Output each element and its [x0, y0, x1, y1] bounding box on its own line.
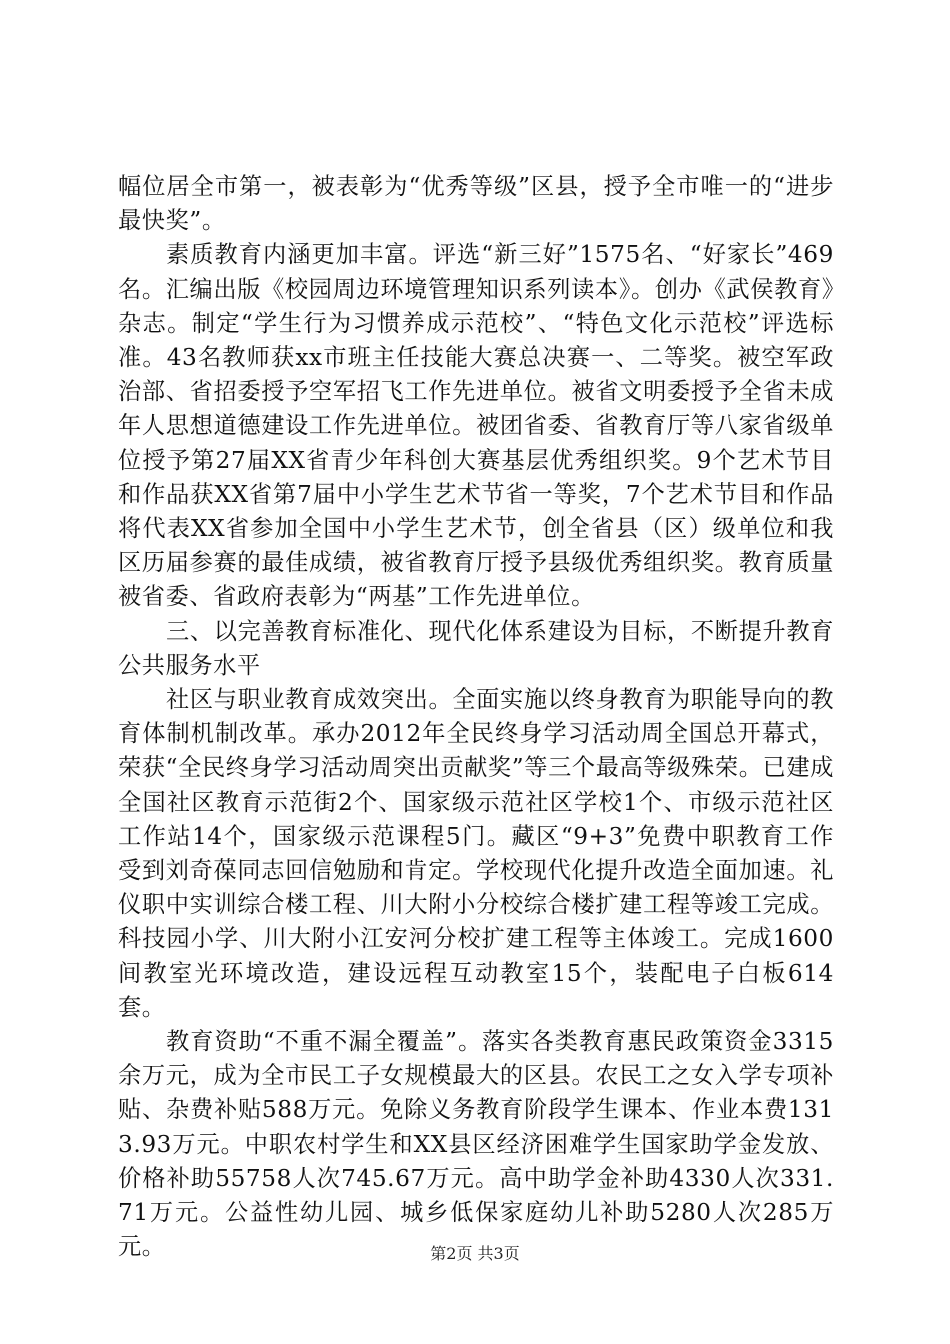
paragraph-2: 素质教育内涵更加丰富。评选“新三好”1575名、“好家长”469名。汇编出版《校园周边环境管理知识系列读本》。创办《武侯教育》杂志。制定“学生行为习惯养成示范校”、“特色文化示范校”评选标准。43名教师获xx市班主任技能大赛总决赛一、二等奖。被空军政治部、省招委授予空军招飞工作先进单位。被省文明委授予全省未成年人思想道德建设工作先进单位。被团省委、省教育厅等八家省级单位授予第27届XX省青少年科创大赛基层优秀组织奖。9个艺术节目和作品获XX省第7届中小学生艺术节省一等奖，7个艺术节目和作品将代表XX省参加全国中小学生艺术节，创全省县（区）级单位和我区历届参赛的最佳成绩，被省教育厅授予县级优秀组织奖。教育质量被省委、省政府表彰为“两基”工作先进单位。 — [118, 241, 834, 611]
page-number-footer: 第2页 共3页 — [430, 1244, 520, 1263]
document-body — [118, 170, 834, 1265]
section-heading-3: 三、以完善教育标准化、现代化体系建设为目标，不断提升教育公共服务水平 — [118, 617, 834, 679]
paragraph-1: 幅位居全市第一，被表彰为“优秀等级”区县，授予全市唯一的“进步最快奖”。 — [118, 173, 834, 235]
paragraph-4: 社区与职业教育成效突出。全面实施以终身教育为职能导向的教育体制机制改革。承办2012年全民终身学习活动周全国总开幕式，荣获“全民终身学习活动周突出贡献奖”等三个最高等级殊荣。已建成全国社区教育示范街2个、国家级示范社区学校1个、市级示范社区工作站14个，国家级示范课程5门。藏区“9+3”免费中职教育工作受到刘奇葆同志回信勉励和肯定。学校现代化提升改造全面加速。礼仪职中实训综合楼工程、川大附小分校综合楼扩建工程等竣工完成。科技园小学、川大附小江安河分校扩建工程等主体竣工。完成1600间教室光环境改造，建设远程互动教室15个，装配电子白板614套。 — [118, 686, 834, 1021]
paragraph-5: 教育资助“不重不漏全覆盖”。落实各类教育惠民政策资金3315余万元，成为全市民工子女规模最大的区县。农民工之女入学专项补贴、杂费补贴588万元。免除义务教育阶段学生课本、作业本费1313.93万元。中职农村学生和XX县区经济困难学生国家助学金发放、价格补助55758人次745.67万元。高中助学金补助4330人次331.71万元。公益性幼儿园、城乡低保家庭幼儿补助5280人次285万元。 — [118, 1028, 834, 1261]
